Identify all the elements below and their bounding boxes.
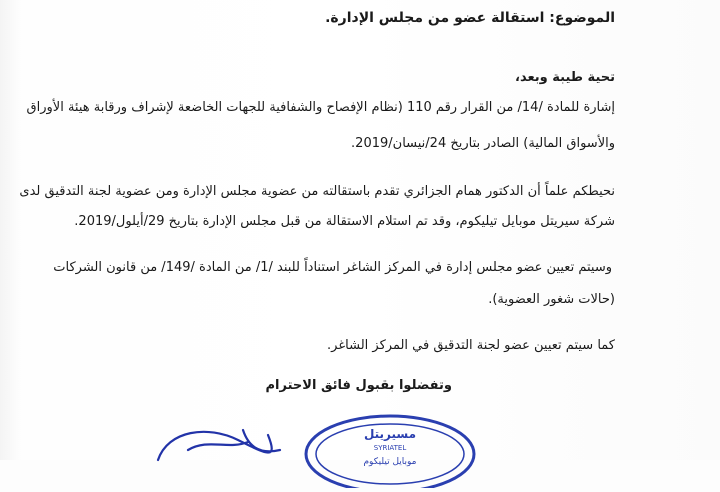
stamp-seal bbox=[300, 408, 480, 488]
greeting: تحية طيبة وبعد، bbox=[515, 70, 615, 85]
stamp-text-bottom: موبايل تيليكوم bbox=[363, 457, 417, 467]
stamp-text-top: مسيريتل bbox=[363, 427, 417, 441]
paragraph-3-line-2: (حالات شغور العضوية). bbox=[488, 292, 615, 307]
closing-line: وتفضلوا بقبول فائق الاحترام bbox=[265, 378, 452, 393]
paragraph-2-line-2: شركة سيريتل موبايل تيليكوم، وقد تم استلام الاستقالة من قبل مجلس الإدارة بتاريخ 29/أيلول/2019. bbox=[74, 214, 615, 229]
signature bbox=[148, 420, 288, 470]
paragraph-1-line-1: إشارة للمادة /14/ من القرار رقم 110 (نظام الإفصاح والشفافية للجهات الخاضعة لإشراف ورقابة هيئة الأوراق bbox=[26, 100, 615, 115]
paragraph-2-line-1: نحيطكم علماً أن الدكتور همام الجزائري تقدم باستقالته من عضوية مجلس الإدارة ومن عضوية لجنة التدقيق لدى bbox=[19, 184, 615, 199]
paragraph-3-line-1: وسيتم تعيين عضو مجلس إدارة في المركز الشاغر استناداً للبند /1/ من المادة /149/ من قانون الشركات bbox=[53, 260, 612, 275]
paragraph-1-line-2: والأسواق المالية) الصادر بتاريخ 24/نيسان/2019. bbox=[351, 136, 615, 151]
subject-line: الموضوع: استقالة عضو من مجلس الإدارة. bbox=[325, 10, 615, 26]
paragraph-4-line-1: كما سيتم تعيين عضو لجنة التدقيق في المركز الشاغر. bbox=[327, 338, 615, 353]
stamp-text-brand: SYRIATEL bbox=[373, 444, 407, 452]
company-stamp bbox=[300, 408, 480, 488]
